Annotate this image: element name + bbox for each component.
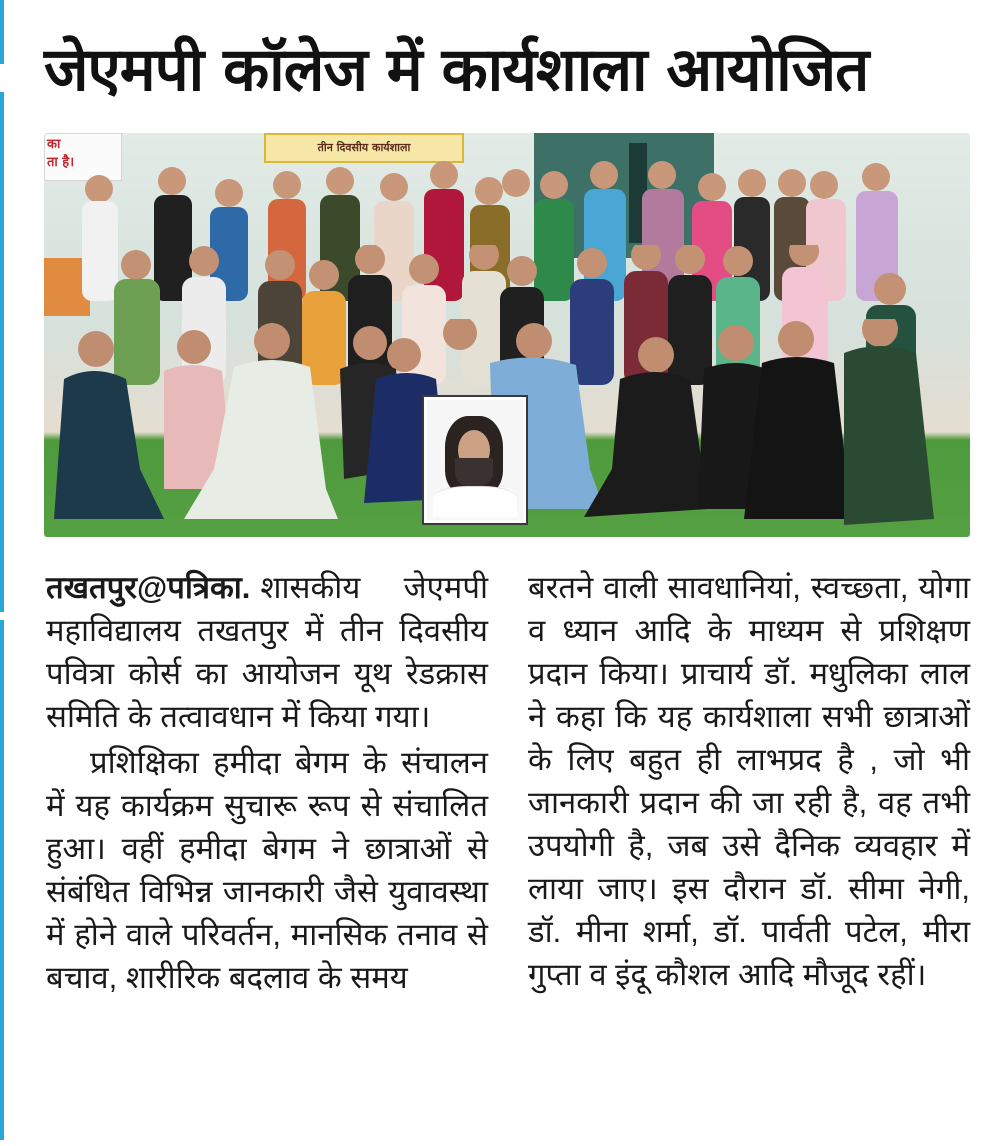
workshop-banner: तीन दिवसीय कार्यशाला bbox=[264, 133, 464, 163]
dateline: तखतपुर@पत्रिका. bbox=[46, 570, 251, 605]
article-column-right bbox=[528, 566, 970, 996]
portrait-robe bbox=[433, 486, 517, 517]
page-edge-rule bbox=[0, 0, 4, 64]
article-paragraph bbox=[46, 566, 488, 738]
article-column-left bbox=[46, 566, 488, 999]
group-photo bbox=[44, 133, 970, 537]
page-edge-rule bbox=[0, 620, 4, 1140]
headline: जेएमपी कॉलेज में कार्यशाला आयोजित bbox=[44, 35, 869, 105]
framed-portrait bbox=[424, 397, 526, 523]
wall-notice-board: का ता है। bbox=[44, 133, 122, 181]
article-paragraph: प्रशिक्षिका हमीदा बेगम के संचालन में यह कार्यक्रम सुचारू रूप से संचालित हुआ। वहीं हमीदा बेगम ने छात्राओं से संबंधित विभिन्न जानकारी जैसे युवावस्था में होने वाले परिवर्तन, मानसिक तनाव से बचाव, शारीरिक बदलाव के समय bbox=[46, 745, 488, 995]
portrait-beard bbox=[455, 458, 493, 488]
paragraph-text: शासकीय जेएमपी महाविद्यालय तखतपुर में तीन दिवसीय पवित्रा कोर्स का आयोजन यूथ रेडक्रास समिति के तत्वावधान में किया गया। bbox=[46, 570, 488, 734]
article-paragraph: बरतने वाली सावधानियां, स्वच्छ्ता, योगा व ध्यान आदि के माध्यम से प्रशिक्षण प्रदान किया। प्राचार्य डॉ. मधुलिका लाल ने कहा कि यह कार्यशाला सभी छात्राओं के लिए बहुत ही लाभप्रद है , जो भी जानकारी प्रदान की जा रही है, वह तभी उपयोगी है, जब उसे दैनिक व्यवहार में लाया जाए। इस दौरान डॉ. सीमा नेगी, डॉ. मीना शर्मा, डॉ. पार्वती पटेल, मीरा गुप्ता व इंदू कौशल आदि मौजूद रहीं। bbox=[528, 570, 970, 992]
page-edge-rule bbox=[0, 92, 4, 612]
